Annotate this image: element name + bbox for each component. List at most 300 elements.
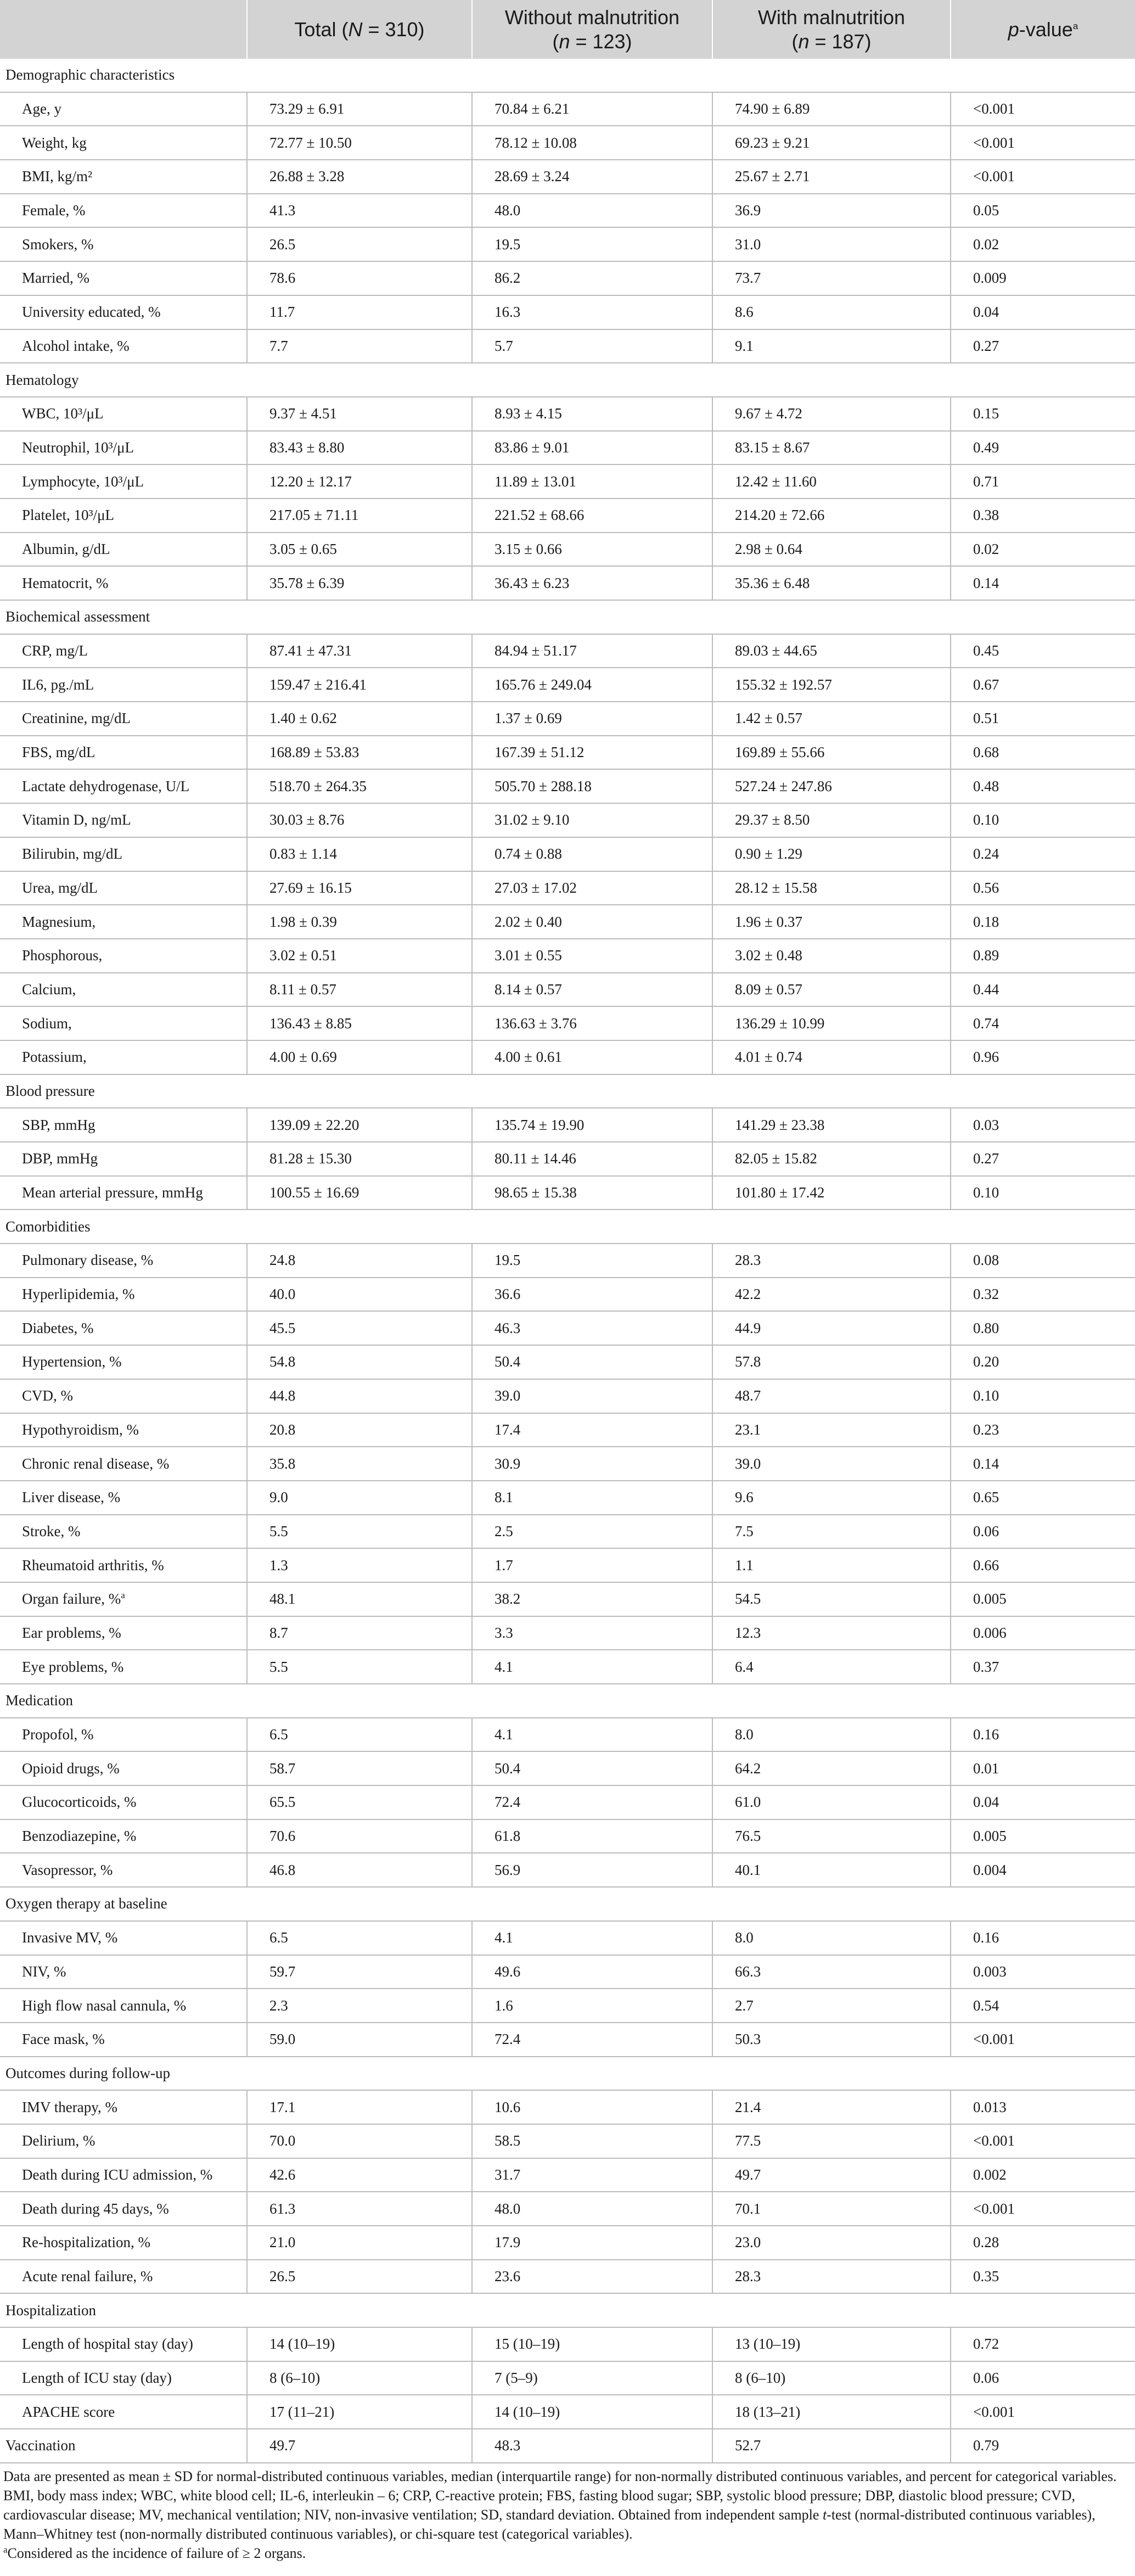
with-cell: 40.1 <box>712 1853 951 1887</box>
with-cell: 9.67 ± 4.72 <box>712 397 951 431</box>
p-value-cell: 0.013 <box>951 2090 1135 2124</box>
table-row <box>0 2260 1135 2294</box>
total-cell: 4.00 ± 0.69 <box>247 1040 472 1074</box>
table-row <box>0 1650 1135 1684</box>
with-cell: 89.03 ± 44.65 <box>712 634 951 668</box>
row-label-cell <box>0 126 247 160</box>
with-cell: 76.5 <box>712 1819 951 1853</box>
with-cell: 61.0 <box>712 1785 951 1819</box>
p-value-cell: 0.28 <box>951 2226 1135 2260</box>
without-cell: 3.01 ± 0.55 <box>472 939 712 973</box>
table-row <box>0 1718 1135 1752</box>
without-cell: 4.1 <box>472 1921 712 1955</box>
row-label-cell <box>0 1650 247 1684</box>
with-cell: 1.1 <box>712 1548 951 1582</box>
row-label-cell <box>0 2260 247 2294</box>
total-cell: 87.41 ± 47.31 <box>247 634 472 668</box>
row-label: Organ failure, % <box>22 1591 121 1608</box>
p-value-cell: 0.08 <box>951 1244 1135 1278</box>
with-cell: 83.15 ± 8.67 <box>712 431 951 465</box>
table-row <box>0 295 1135 329</box>
row-label: Acute renal failure, % <box>22 2268 153 2285</box>
row-label: Neutrophil, 10³/μL <box>22 439 134 456</box>
table-row <box>0 1108 1135 1142</box>
p-value-cell: 0.006 <box>951 1616 1135 1650</box>
row-label-cell <box>0 566 247 600</box>
p-value-cell: 0.003 <box>951 1955 1135 1989</box>
without-cell: 3.15 ± 0.66 <box>472 533 712 567</box>
row-label: Chronic renal disease, % <box>22 1455 170 1472</box>
with-cell: 44.9 <box>712 1311 951 1345</box>
row-label-cell <box>0 2192 247 2226</box>
row-label-cell <box>0 736 247 770</box>
table-row <box>0 1176 1135 1210</box>
with-cell: 25.67 ± 2.71 <box>712 160 951 194</box>
with-cell: 28.3 <box>712 1244 951 1278</box>
total-cell: 6.5 <box>247 1921 472 1955</box>
p-value-cell: 0.27 <box>951 1142 1135 1176</box>
row-label: University educated, % <box>22 304 161 321</box>
with-cell: 12.3 <box>712 1616 951 1650</box>
with-cell: 2.98 ± 0.64 <box>712 533 951 567</box>
table-row <box>0 464 1135 499</box>
p-value-cell: 0.56 <box>951 871 1135 905</box>
without-cell: 78.12 ± 10.08 <box>472 126 712 160</box>
row-label-cell <box>0 1244 247 1278</box>
total-cell: 100.55 ± 16.69 <box>247 1176 472 1210</box>
with-cell: 74.90 ± 6.89 <box>712 92 951 126</box>
p-value-cell: 0.15 <box>951 397 1135 431</box>
total-cell: 136.43 ± 8.85 <box>247 1006 472 1040</box>
total-cell: 40.0 <box>247 1278 472 1312</box>
p-value-cell: 0.10 <box>951 1176 1135 1210</box>
section-title: Outcomes during follow-up <box>0 2057 1135 2091</box>
without-cell: 50.4 <box>472 1345 712 1379</box>
row-label-cell <box>0 1955 247 1989</box>
row-label: Potassium, <box>22 1049 87 1066</box>
with-cell: 18 (13–21) <box>712 2395 951 2429</box>
row-label: IL6, pg./mL <box>22 676 94 693</box>
with-cell: 28.12 ± 15.58 <box>712 871 951 905</box>
without-cell: 46.3 <box>472 1311 712 1345</box>
p-value-cell: 0.27 <box>951 329 1135 363</box>
row-label: NIV, % <box>22 1963 66 1980</box>
row-label-cell <box>0 905 247 939</box>
table-row <box>0 194 1135 228</box>
table-row <box>0 939 1135 973</box>
total-cell: 7.7 <box>247 329 472 363</box>
row-label: Benzodiazepine, % <box>22 1828 137 1845</box>
table-row <box>0 702 1135 736</box>
p-value-cell: 0.35 <box>951 2260 1135 2294</box>
row-label-cell <box>0 1345 247 1379</box>
row-label-cell <box>0 397 247 431</box>
row-label: Bilirubin, mg/dL <box>22 845 123 863</box>
row-label: Albumin, g/dL <box>22 540 110 557</box>
table-row <box>0 1006 1135 1040</box>
row-label-cell <box>0 431 247 465</box>
p-value-cell: 0.49 <box>951 431 1135 465</box>
table-row <box>0 871 1135 905</box>
table-row <box>0 837 1135 871</box>
without-cell: 7 (5–9) <box>472 2361 712 2395</box>
total-cell: 41.3 <box>247 194 472 228</box>
p-value-cell: 0.37 <box>951 1650 1135 1684</box>
row-label: Eye problems, % <box>22 1658 124 1675</box>
total-cell: 24.8 <box>247 1244 472 1278</box>
section-row <box>0 600 1135 634</box>
row-label-cell <box>0 1040 247 1074</box>
without-cell: 4.00 ± 0.61 <box>472 1040 712 1074</box>
row-label: Married, % <box>22 270 89 287</box>
row-label: Vaccination <box>5 2437 76 2454</box>
without-cell: 165.76 ± 249.04 <box>472 668 712 702</box>
row-label: Alcohol intake, % <box>22 337 130 354</box>
row-label-cell <box>0 1921 247 1955</box>
with-cell: 77.5 <box>712 2124 951 2158</box>
table-row <box>0 1955 1135 1989</box>
row-label-cell <box>0 194 247 228</box>
footnote-marker: a <box>121 1590 125 1601</box>
section-row <box>0 2293 1135 2327</box>
table-row <box>0 1481 1135 1515</box>
total-cell: 17 (11–21) <box>247 2395 472 2429</box>
table-row <box>0 2192 1135 2226</box>
total-cell: 21.0 <box>247 2226 472 2260</box>
row-label-cell <box>0 668 247 702</box>
p-value-cell: 0.03 <box>951 1108 1135 1142</box>
row-label-cell <box>0 1278 247 1312</box>
row-label-cell <box>0 464 247 499</box>
p-value-cell: 0.10 <box>951 1379 1135 1413</box>
table-row <box>0 1311 1135 1345</box>
row-label-cell <box>0 261 247 295</box>
section-title: Biochemical assessment <box>0 600 1135 634</box>
without-cell: 70.84 ± 6.21 <box>472 92 712 126</box>
total-cell: 58.7 <box>247 1751 472 1785</box>
total-cell: 5.5 <box>247 1650 472 1684</box>
p-value-cell: 0.45 <box>951 634 1135 668</box>
section-title: Comorbidities <box>0 1209 1135 1244</box>
without-cell: 19.5 <box>472 227 712 261</box>
row-label-cell <box>0 2429 247 2463</box>
p-value-cell: 0.009 <box>951 261 1135 295</box>
p-value-cell: 0.002 <box>951 2158 1135 2192</box>
without-cell: 4.1 <box>472 1718 712 1752</box>
row-label: Delirium, % <box>22 2132 95 2149</box>
row-label: APACHE score <box>22 2403 115 2420</box>
row-label-cell <box>0 329 247 363</box>
total-cell: 81.28 ± 15.30 <box>247 1142 472 1176</box>
total-cell: 518.70 ± 264.35 <box>247 769 472 803</box>
table-row <box>0 261 1135 295</box>
without-cell: 84.94 ± 51.17 <box>472 634 712 668</box>
p-value-cell: 0.96 <box>951 1040 1135 1074</box>
row-label: WBC, 10³/μL <box>22 405 104 422</box>
row-label-cell <box>0 2090 247 2124</box>
with-cell: 35.36 ± 6.48 <box>712 566 951 600</box>
row-label: Re-hospitalization, % <box>22 2234 150 2251</box>
footnote-main: Data are presented as mean ± SD for normal-distributed continuous variables, median (interquartile range) for non-normally distributed continuous variables, and percent for categorical variables. BMI, body mass index; WBC, white blood cell; IL-6, interleukin – 6; CRP, C-reactive protein; FBS, fasting blood sugar; SBP, systolic blood pressure; DBP, diastolic blood pressure; CVD, cardiovascular disease; MV, mechanical ventilation; NIV, non-invasive ventilation; SD, standard deviation. Obtained from independent sample t-test (normal-distributed continuous variables), Mann–Whitney test (non-normally distributed continuous variables), or chi-square test (categorical variables). <box>3 2468 1117 2542</box>
p-value-cell: 0.74 <box>951 1006 1135 1040</box>
with-cell: 1.96 ± 0.37 <box>712 905 951 939</box>
table-row <box>0 1785 1135 1819</box>
row-label-cell <box>0 837 247 871</box>
with-cell: 48.7 <box>712 1379 951 1413</box>
table-row <box>0 2090 1135 2124</box>
total-cell: 20.8 <box>247 1413 472 1447</box>
without-cell: 1.6 <box>472 1989 712 2023</box>
table-row <box>0 1819 1135 1853</box>
row-label: High flow nasal cannula, % <box>22 1997 187 2014</box>
row-label: IMV therapy, % <box>22 2098 117 2115</box>
table-row <box>0 566 1135 600</box>
without-cell: 27.03 ± 17.02 <box>472 871 712 905</box>
table-row <box>0 1921 1135 1955</box>
with-cell: 214.20 ± 72.66 <box>712 499 951 533</box>
total-cell: 35.78 ± 6.39 <box>247 566 472 600</box>
with-cell: 8.0 <box>712 1921 951 1955</box>
table-header-row <box>0 0 1135 59</box>
section-title: Demographic characteristics <box>0 59 1135 92</box>
p-value-cell: 0.32 <box>951 1278 1135 1312</box>
without-cell: 221.52 ± 68.66 <box>472 499 712 533</box>
row-label: CVD, % <box>22 1387 73 1404</box>
with-cell: 13 (10–19) <box>712 2327 951 2361</box>
table-row <box>0 769 1135 803</box>
row-label-cell <box>0 1515 247 1549</box>
with-cell: 101.80 ± 17.42 <box>712 1176 951 1210</box>
section-row <box>0 1209 1135 1244</box>
with-cell: 21.4 <box>712 2090 951 2124</box>
with-cell: 31.0 <box>712 227 951 261</box>
section-title: Medication <box>0 1684 1135 1718</box>
without-cell: 39.0 <box>472 1379 712 1413</box>
p-value-cell: 0.14 <box>951 1447 1135 1481</box>
p-value-cell: 0.67 <box>951 668 1135 702</box>
without-cell: 23.6 <box>472 2260 712 2294</box>
table-row <box>0 1582 1135 1616</box>
p-value-cell: 0.65 <box>951 1481 1135 1515</box>
row-label-cell <box>0 1751 247 1785</box>
row-label-cell <box>0 1108 247 1142</box>
without-cell: 36.6 <box>472 1278 712 1312</box>
header-total: Total (N = 310) <box>247 0 472 59</box>
row-label: Ear problems, % <box>22 1624 121 1641</box>
row-label: Creatinine, mg/dL <box>22 710 131 727</box>
with-cell: 57.8 <box>712 1345 951 1379</box>
row-label-cell <box>0 2361 247 2395</box>
section-row <box>0 363 1135 397</box>
without-cell: 38.2 <box>472 1582 712 1616</box>
with-cell: 23.0 <box>712 2226 951 2260</box>
row-label: BMI, kg/m² <box>22 168 93 185</box>
total-cell: 14 (10–19) <box>247 2327 472 2361</box>
without-cell: 36.43 ± 6.23 <box>472 566 712 600</box>
total-cell: 8 (6–10) <box>247 2361 472 2395</box>
section-row <box>0 59 1135 92</box>
table-row <box>0 2327 1135 2361</box>
row-label-cell <box>0 1311 247 1345</box>
without-cell: 72.4 <box>472 1785 712 1819</box>
row-label: Urea, mg/dL <box>22 879 98 896</box>
row-label-cell <box>0 92 247 126</box>
p-value-cell: 0.04 <box>951 1785 1135 1819</box>
row-label-cell <box>0 1481 247 1515</box>
row-label: Age, y <box>22 100 61 117</box>
row-label-cell <box>0 1853 247 1887</box>
p-value-cell: <0.001 <box>951 2124 1135 2158</box>
p-value-cell: 0.38 <box>951 499 1135 533</box>
without-cell: 4.1 <box>472 1650 712 1684</box>
p-value-cell: 0.72 <box>951 2327 1135 2361</box>
p-value-cell: 0.004 <box>951 1853 1135 1887</box>
total-cell: 59.0 <box>247 2023 472 2057</box>
table-row <box>0 1616 1135 1650</box>
table-row <box>0 227 1135 261</box>
table-row <box>0 736 1135 770</box>
p-value-cell: 0.66 <box>951 1548 1135 1582</box>
total-cell: 11.7 <box>247 295 472 329</box>
row-label-cell <box>0 160 247 194</box>
with-cell: 1.42 ± 0.57 <box>712 702 951 736</box>
row-label-cell <box>0 634 247 668</box>
row-label: Length of ICU stay (day) <box>22 2370 172 2387</box>
table-row <box>0 2395 1135 2429</box>
row-label: Sodium, <box>22 1015 72 1032</box>
with-cell: 136.29 ± 10.99 <box>712 1006 951 1040</box>
without-cell: 1.7 <box>472 1548 712 1582</box>
p-value-cell: 0.05 <box>951 194 1135 228</box>
p-value-cell: 0.51 <box>951 702 1135 736</box>
total-cell: 45.5 <box>247 1311 472 1345</box>
without-cell: 14 (10–19) <box>472 2395 712 2429</box>
p-value-cell: 0.79 <box>951 2429 1135 2463</box>
row-label: Female, % <box>22 202 86 219</box>
without-cell: 135.74 ± 19.90 <box>472 1108 712 1142</box>
p-value-cell: <0.001 <box>951 126 1135 160</box>
without-cell: 17.4 <box>472 1413 712 1447</box>
row-label-cell <box>0 295 247 329</box>
without-cell: 167.39 ± 51.12 <box>472 736 712 770</box>
p-value-cell: 0.10 <box>951 803 1135 837</box>
header-with: With malnutrition (n = 187) <box>712 0 951 59</box>
total-cell: 26.88 ± 3.28 <box>247 160 472 194</box>
p-value-cell: 0.54 <box>951 1989 1135 2023</box>
table-row <box>0 634 1135 668</box>
row-label-cell <box>0 1582 247 1616</box>
total-cell: 26.5 <box>247 2260 472 2294</box>
with-cell: 4.01 ± 0.74 <box>712 1040 951 1074</box>
row-label: Weight, kg <box>22 134 87 151</box>
table-row <box>0 2124 1135 2158</box>
without-cell: 1.37 ± 0.69 <box>472 702 712 736</box>
total-cell: 30.03 ± 8.76 <box>247 803 472 837</box>
p-value-cell: 0.89 <box>951 939 1135 973</box>
table-row <box>0 329 1135 363</box>
without-cell: 8.1 <box>472 1481 712 1515</box>
table-row <box>0 499 1135 533</box>
total-cell: 9.37 ± 4.51 <box>247 397 472 431</box>
row-label: Hypertension, % <box>22 1353 122 1370</box>
without-cell: 61.8 <box>472 1819 712 1853</box>
without-cell: 11.89 ± 13.01 <box>472 464 712 499</box>
table-row <box>0 397 1135 431</box>
row-label-cell <box>0 1447 247 1481</box>
row-label-cell <box>0 2158 247 2192</box>
with-cell: 8.6 <box>712 295 951 329</box>
row-label-cell <box>0 939 247 973</box>
without-cell: 80.11 ± 14.46 <box>472 1142 712 1176</box>
table-row <box>0 2226 1135 2260</box>
total-cell: 159.47 ± 216.41 <box>247 668 472 702</box>
without-cell: 49.6 <box>472 1955 712 1989</box>
with-cell: 23.1 <box>712 1413 951 1447</box>
row-label: Lymphocyte, 10³/μL <box>22 473 144 490</box>
p-value-cell: 0.01 <box>951 1751 1135 1785</box>
row-label: Face mask, % <box>22 2031 105 2048</box>
without-cell: 19.5 <box>472 1244 712 1278</box>
without-cell: 5.7 <box>472 329 712 363</box>
p-value-cell: 0.04 <box>951 295 1135 329</box>
total-cell: 1.40 ± 0.62 <box>247 702 472 736</box>
row-label: Magnesium, <box>22 913 96 930</box>
table-row <box>0 803 1135 837</box>
p-value-cell: <0.001 <box>951 2395 1135 2429</box>
with-cell: 52.7 <box>712 2429 951 2463</box>
table-row <box>0 1278 1135 1312</box>
row-label: Vasopressor, % <box>22 1861 113 1878</box>
p-value-cell: 0.68 <box>951 736 1135 770</box>
table-row <box>0 1040 1135 1074</box>
row-label: Pulmonary disease, % <box>22 1252 154 1269</box>
p-value-cell: 0.06 <box>951 2361 1135 2395</box>
row-label: Mean arterial pressure, mmHg <box>22 1184 203 1201</box>
row-label-cell <box>0 769 247 803</box>
table-row <box>0 92 1135 126</box>
header-blank <box>0 0 247 59</box>
row-label: Rheumatoid arthritis, % <box>22 1556 164 1573</box>
section-row <box>0 1887 1135 1921</box>
section-title: Hematology <box>0 363 1135 397</box>
total-cell: 5.5 <box>247 1515 472 1549</box>
table-row <box>0 431 1135 465</box>
with-cell: 29.37 ± 8.50 <box>712 803 951 837</box>
total-cell: 70.0 <box>247 2124 472 2158</box>
without-cell: 10.6 <box>472 2090 712 2124</box>
without-cell: 8.93 ± 4.15 <box>472 397 712 431</box>
total-cell: 65.5 <box>247 1785 472 1819</box>
table-row <box>0 1989 1135 2023</box>
with-cell: 39.0 <box>712 1447 951 1481</box>
table-footnotes <box>0 2463 1135 2563</box>
row-label: SBP, mmHg <box>22 1116 95 1133</box>
with-cell: 3.02 ± 0.48 <box>712 939 951 973</box>
row-label-cell <box>0 702 247 736</box>
row-label-cell <box>0 1413 247 1447</box>
with-cell: 36.9 <box>712 194 951 228</box>
table-row <box>0 1447 1135 1481</box>
total-cell: 44.8 <box>247 1379 472 1413</box>
with-cell: 42.2 <box>712 1278 951 1312</box>
table-row <box>0 2361 1135 2395</box>
with-cell: 8.0 <box>712 1718 951 1752</box>
row-label: CRP, mg/L <box>22 642 88 659</box>
without-cell: 8.14 ± 0.57 <box>472 973 712 1007</box>
without-cell: 31.7 <box>472 2158 712 2192</box>
without-cell: 17.9 <box>472 2226 712 2260</box>
row-label: Calcium, <box>22 981 76 998</box>
